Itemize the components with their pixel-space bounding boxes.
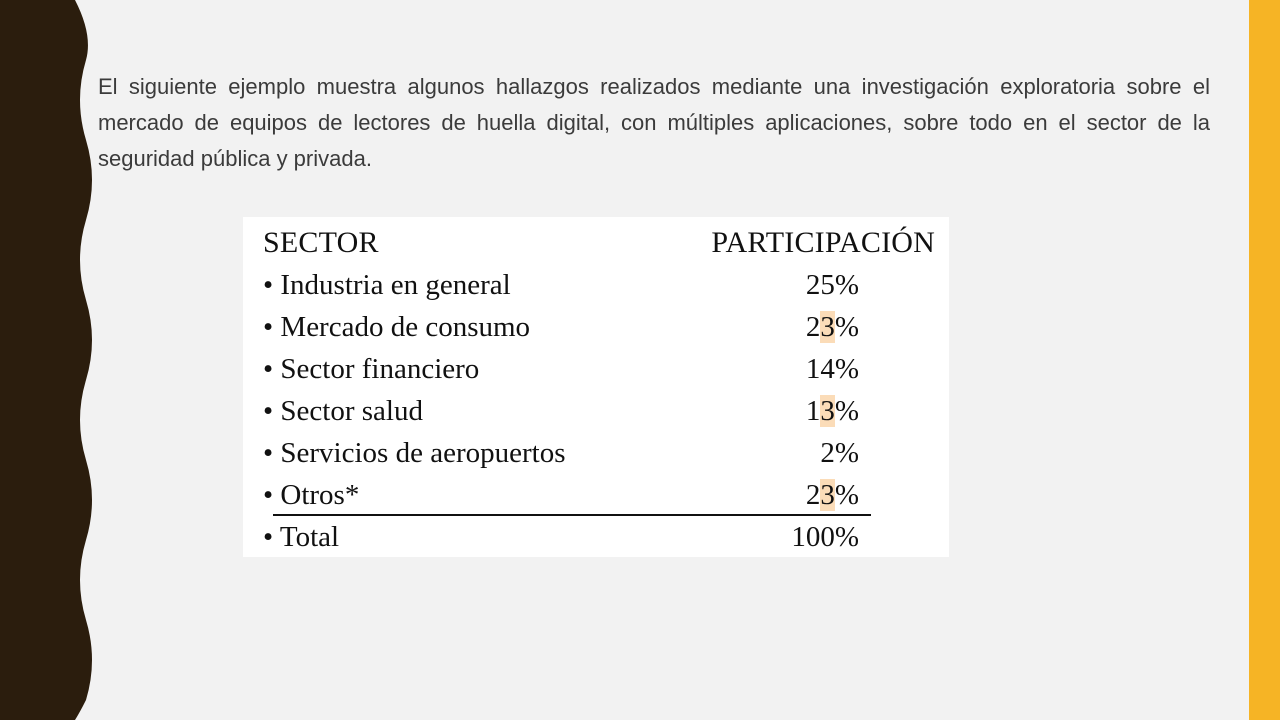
highlighted-digit: 3 [820, 479, 835, 511]
total-row [243, 516, 949, 558]
header-sector: SECTOR [263, 226, 379, 259]
row-value: 23% [805, 479, 859, 511]
row-label: • Otros* [263, 479, 360, 511]
row-value: 2% [820, 437, 859, 469]
row-label: • Mercado de consumo [263, 311, 531, 343]
header-participation: PARTICIPACIÓN [711, 226, 935, 259]
row-value: 23% [805, 311, 859, 343]
table-row [243, 432, 949, 474]
total-value: 100% [791, 521, 859, 553]
highlighted-digit: 3 [820, 311, 835, 343]
total-label: • Total [263, 521, 340, 553]
table-row [243, 306, 949, 348]
row-value: 13% [805, 395, 859, 427]
right-accent-bar [1249, 0, 1280, 720]
row-value: 25% [805, 269, 859, 301]
table-row [243, 474, 949, 516]
row-label: • Industria en general [263, 269, 511, 301]
row-label: • Servicios de aeropuertos [263, 437, 566, 469]
participation-table [243, 217, 949, 557]
table-row [243, 390, 949, 432]
intro-paragraph: El siguiente ejemplo muestra algunos hallazgos realizados mediante una investigación exploratoria sobre el mercado de equipos de lectores de huella digital, con múltiples aplicaciones, sobre todo en el sector de la seguridad pública y privada. [98, 74, 1210, 171]
row-label: • Sector salud [263, 395, 423, 427]
table-row [243, 348, 949, 390]
row-label: • Sector financiero [263, 353, 480, 385]
table-row [243, 264, 949, 306]
highlighted-digit: 3 [820, 395, 835, 427]
row-value: 14% [805, 353, 859, 385]
wavy-left-border [0, 0, 110, 720]
